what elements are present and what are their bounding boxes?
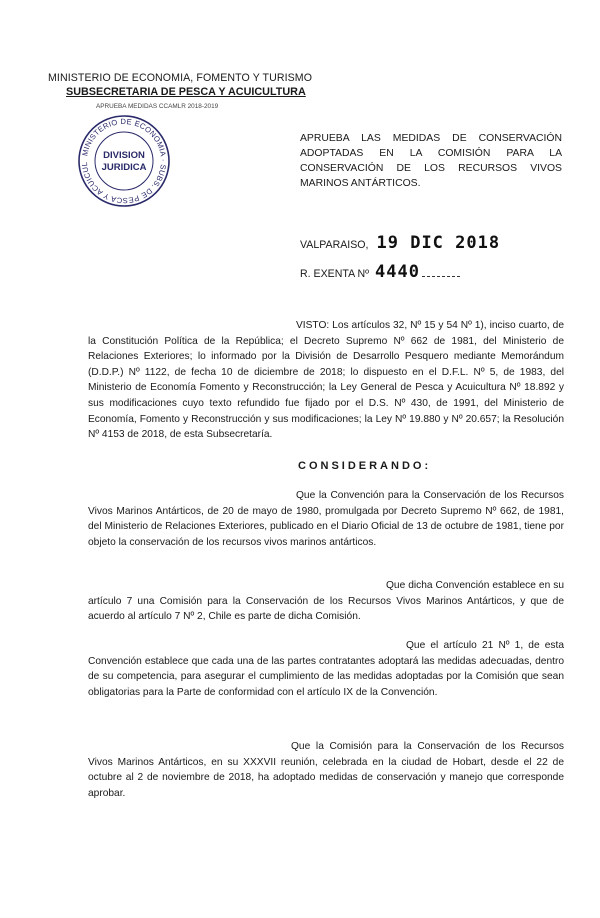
ministry-name: MINISTERIO DE ECONOMIA, FOMENTO Y TURISMO <box>48 72 313 84</box>
stamp-seal-icon <box>76 113 172 209</box>
resolution-label: R. EXENTA Nº <box>300 268 370 280</box>
place-name: VALPARAISO, <box>300 239 369 251</box>
considerando-paragraph-1: Que la Convención para la Conservación de los Recursos Vivos Marinos Antárticos, de 20 de mayo de 1980, promulgada por Decreto Supremo Nº 662, de 1981, del Ministerio de Relaciones Exteriores, publicado en el Diario Oficial de 13 de octubre de 1981, tiene por objeto la conservación de los recursos vivos marinos antárticos. <box>88 490 564 548</box>
date-stamp: 19 DIC 2018 <box>376 233 501 253</box>
stamp-line-2: JURIDICA <box>101 162 147 173</box>
division-juridica-stamp <box>76 113 172 209</box>
date-line <box>300 233 500 253</box>
subsecretaria-name: SUBSECRETARIA DE PESCA Y ACUICULTURA <box>66 86 306 98</box>
resolution-number: 4440 <box>375 262 420 282</box>
resolution-subject: APRUEBA LAS MEDIDAS DE CONSERVACIÓN ADOPTADAS EN LA COMISIÓN PARA LA CONSERVACIÓN DE LOS RECURSOS VIVOS MARINOS ANTÁRTICOS. <box>300 133 562 189</box>
considerando-paragraph-2: Que dicha Convención establece en su artículo 7 una Comisión para la Conservación de los Recursos Vivos Marinos Antárticos, y que de acuerdo al artículo 7 Nº 2, Chile es parte de dicha Comisión. <box>88 580 564 623</box>
considerando-paragraph-3: Que el artículo 21 Nº 1, de esta Convención establece que cada una de las partes contratantes adoptará las medidas adecuadas, dentro de su competencia, para asegurar el cumplimiento de las medidas adoptadas por la Comisión que sean obligatorias para la Parte de conformidad con el artículo IX de la Convención. <box>88 640 564 698</box>
considerando-heading: CONSIDERANDO: <box>298 460 432 472</box>
header-note: APRUEBA MEDIDAS CCAMLR 2018-2019 <box>96 103 219 110</box>
resolution-number-line <box>300 262 460 282</box>
number-blank-line <box>422 276 460 277</box>
stamp-line-1: DIVISION <box>103 150 145 161</box>
stamp-ring-text: MINISTERIO DE ECONOMIA · SUBS. DE PESCA Y ACUICUL <box>79 116 169 206</box>
visto-paragraph: VISTO: Los artículos 32, Nº 15 y 54 Nº 1), inciso cuarto, de la Constitución Política de la República; el Decreto Supremo Nº 662 de 1981, del Ministerio de Relaciones Exteriores; lo informado por la División de Desarrollo Pesquero mediante Memorándum (D.D.P.) Nº 1122, de fecha 10 de diciembre de 2018; lo dispuesto en el D.F.L. Nº 5, de 1983, del Ministerio de Economía Fomento y Reconstrucción; la Ley General de Pesca y Acuicultura Nº 18.892 y sus modificaciones cuyo texto refundido fue fijado por el D.S. Nº 430, de 1991, del Ministerio de Economía, Fomento y Reconstrucción y sus modificaciones; la Ley Nº 19.880 y Nº 20.657; la Resolución Nº 4153 de 2018, de esta Subsecretaría. <box>88 320 564 441</box>
considerando-paragraph-4: Que la Comisión para la Conservación de los Recursos Vivos Marinos Antárticos, en su XXXVII reunión, celebrada en la ciudad de Hobart, desde el 22 de octubre al 2 de noviembre de 2018, ha adoptado medidas de conservación y manejo que corresponde aprobar. <box>88 741 564 799</box>
